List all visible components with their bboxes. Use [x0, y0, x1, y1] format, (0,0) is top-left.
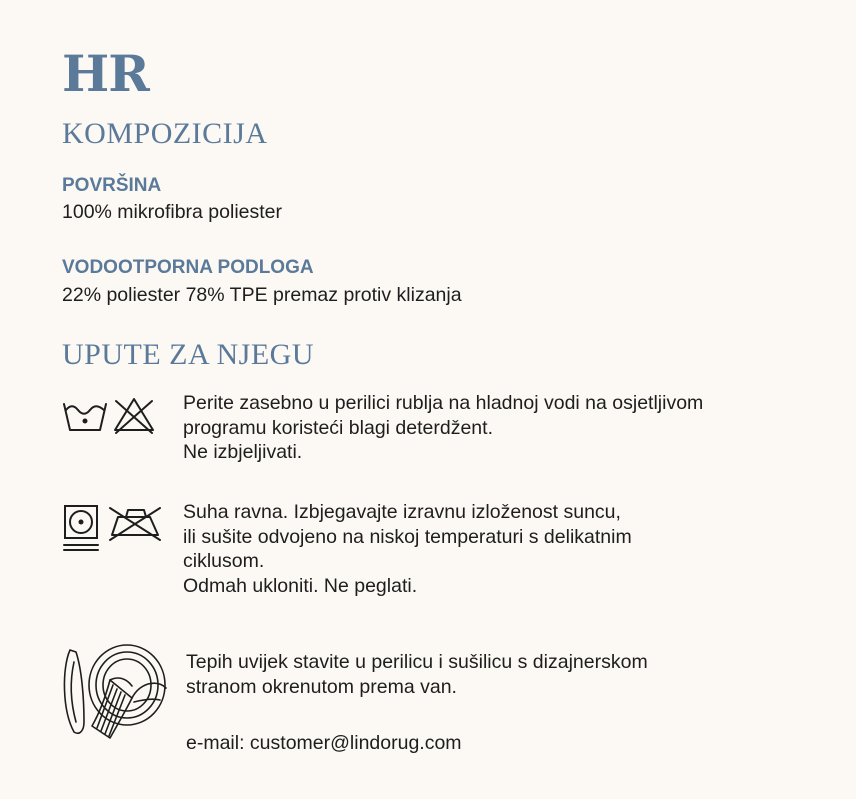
- dry-line-4: Odmah ukloniti. Ne peglati.: [183, 574, 418, 597]
- dry-line-2: ili sušite odvojeno na niskoj temperaturi s delikatnim: [183, 525, 632, 548]
- do-not-bleach-icon: [111, 396, 157, 434]
- dry-line-1: Suha ravna. Izbjegavajte izravnu izloženost suncu,: [183, 501, 621, 523]
- email-text[interactable]: e-mail: customer@lindorug.com: [186, 732, 462, 754]
- machine-line-1: Tepih uvijek stavite u perilicu i sušilicu s dizajnerskom: [186, 651, 648, 673]
- composition-title: KOMPOZICIJA: [62, 117, 268, 150]
- wash-line-1: Perite zasebno u perilici rublja na hladnoj vodi na osjetljivom: [183, 392, 704, 414]
- care-title: UPUTE ZA NJEGU: [62, 338, 314, 371]
- surface-value: 100% mikrofibra poliester: [62, 201, 283, 223]
- machine-instructions: [186, 650, 648, 699]
- tumble-dry-low-icon: [62, 503, 100, 555]
- machine-line-2: stranom okrenutom prema van.: [186, 675, 457, 698]
- wash-30-cold-icon: [62, 398, 108, 434]
- wash-line-2: programu koristeći blagi deterdžent.: [183, 416, 493, 439]
- dry-line-3: ciklusom.: [183, 550, 265, 572]
- backing-label: VODOOTPORNA PODLOGA: [62, 257, 314, 278]
- do-not-iron-icon: [106, 505, 164, 541]
- wash-instructions: [183, 391, 703, 465]
- language-heading: HR: [62, 44, 149, 103]
- dry-instructions: [183, 500, 632, 598]
- wash-line-3: Ne izbjeljivati.: [183, 441, 303, 463]
- surface-label: POVRŠINA: [62, 175, 162, 196]
- backing-value: 22% poliester 78% TPE premaz protiv klizanja: [62, 284, 462, 306]
- washing-machine-rug-icon: [62, 640, 172, 740]
